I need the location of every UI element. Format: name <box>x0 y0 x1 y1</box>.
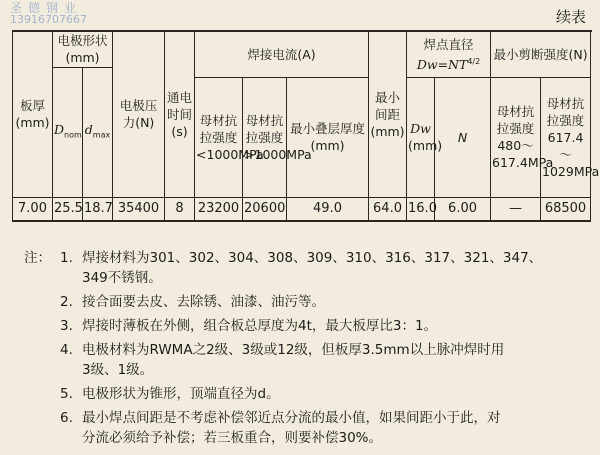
header-n: N <box>435 77 491 197</box>
header-weld-time: 通电时间(s) <box>165 31 195 197</box>
header-electrode-shape: 电极形状(mm) <box>53 31 113 67</box>
header-d-nom: $D_{nom}$ <box>53 67 83 197</box>
cell-d-nom: 25.5 <box>53 197 83 221</box>
notes <box>24 248 590 448</box>
header-min-shear: 最小剪断强度(N) <box>491 31 591 77</box>
cell-n: 6.00 <box>435 197 491 221</box>
cell-plate-thickness: 7.00 <box>13 197 53 221</box>
note-item: 4. 电极材料为RWMA之2级、3级或12级，但板厚3.5mm以上脉冲焊时用 3级、1级。 <box>60 342 505 378</box>
header-d-max: $d_{max}$ <box>83 67 113 197</box>
cell-electrode-force: 35400 <box>113 197 165 221</box>
cell-current-high: 20600 <box>243 197 287 221</box>
header-shear-2: 母材抗拉强度617.4～1029MPa <box>541 77 591 197</box>
header-nugget-diameter <box>407 31 491 77</box>
cell-min-spacing: 64.0 <box>369 197 407 221</box>
header-current-high: 母材抗拉强度>1000MPa <box>243 77 287 197</box>
header-electrode-force: 电极压力(N) <box>113 31 165 197</box>
cell-current-low: 23200 <box>195 197 243 221</box>
note-item: 6. 最小焊点间距是不考虑补偿邻近点分流的最小值，如果间距小于此，对 分流必须给予补偿；若三板重合，则要补偿30%。 <box>60 410 501 446</box>
watermark <box>10 2 87 26</box>
nugget-formula: Dw=NT <box>416 56 468 72</box>
cell-weld-time: 8 <box>165 197 195 221</box>
header-plate-thickness: 板厚(mm) <box>13 31 53 197</box>
nugget-prefix: 焊点直径 <box>423 36 474 52</box>
header-current-low: 母材抗拉强度<1000MPa <box>195 77 243 197</box>
cell-dw: 16.0 <box>407 197 435 221</box>
cell-shear-1: — <box>491 197 541 221</box>
header-weld-current: 焊接电流(A) <box>195 31 369 77</box>
header-min-overlap: 最小叠层厚度(mm) <box>287 77 369 197</box>
watermark-name: 圣德钢业 <box>10 1 83 15</box>
cell-min-overlap: 49.0 <box>287 197 369 221</box>
spec-table <box>12 30 600 222</box>
note-item: 3. 焊接时薄板在外侧，组合板总厚度为4t，最大板厚比3：1。 <box>60 318 438 334</box>
watermark-phone: 13916707667 <box>10 13 87 26</box>
cell-shear-2: 68500 <box>541 197 591 221</box>
note-item: 2. 接合面要去皮、去除锈、油漆、油污等。 <box>60 294 325 310</box>
continued-label: 续表 <box>555 8 586 26</box>
note-item: 注： 1. 焊接材料为301、302、304、308、309、310、316、317、321、347、 349不锈钢。 <box>24 250 543 286</box>
notes-lead: 注： <box>24 250 51 266</box>
note-item: 5. 电极形状为锥形，顶端直径为d。 <box>60 386 280 402</box>
cell-d-max: 18.7 <box>83 197 113 221</box>
header-shear-1: 母材抗拉强度480～617.4MPa <box>491 77 541 197</box>
header-min-spacing: 最小间距(mm) <box>369 31 407 197</box>
header-dw: Dw (mm) <box>407 77 435 197</box>
nugget-exponent: 4/2 <box>467 56 481 66</box>
